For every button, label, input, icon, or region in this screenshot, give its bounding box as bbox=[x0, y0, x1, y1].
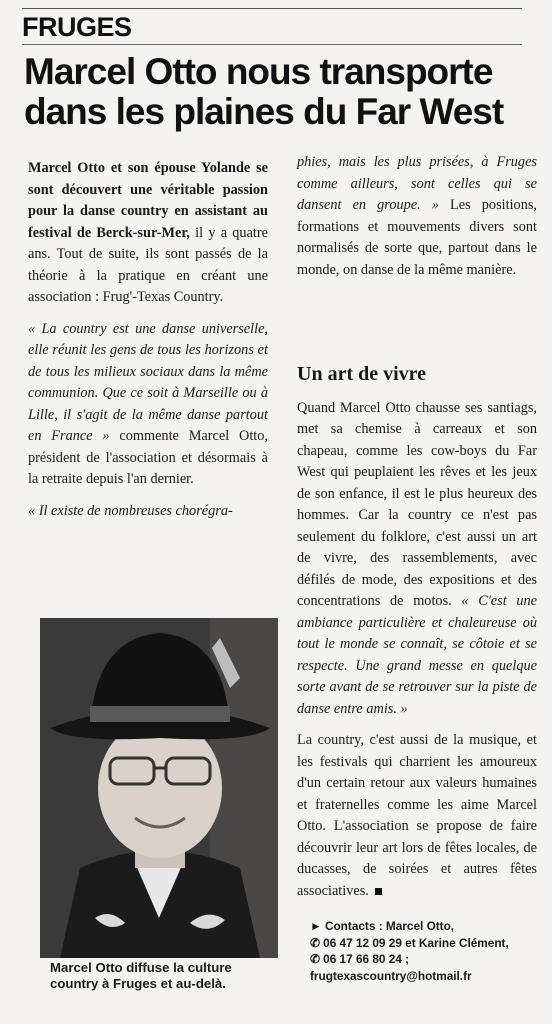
col3-p2-text: La country, c'est aussi de la musique, et les festivals qui charrient les amoureux d'un certain retour aux valeurs humaines et fraternelles comme les aime Marcel Otto. L'association se propose de faire découvrir leur art lors de fêtes locales, de ducasses, de soirées et autres fêtes associatives. bbox=[297, 732, 537, 899]
subheading: Un art de vivre bbox=[297, 363, 427, 385]
end-square-icon bbox=[375, 888, 382, 895]
section-rule bbox=[22, 44, 522, 45]
man-in-cowboy-hat-icon bbox=[40, 618, 278, 958]
contacts-line-2: ✆ 06 47 12 09 29 et Karine Clément, bbox=[310, 935, 509, 950]
lead-rest: il y a quatre ans. Tout de suite, ils sont passés de la théorie à la pratique en créant une association : Frug'-Texas Country. bbox=[28, 224, 268, 305]
lead-paragraph bbox=[28, 158, 268, 309]
col2-paragraph bbox=[297, 152, 537, 281]
col3-paragraph-2 bbox=[297, 730, 537, 902]
quote-rest: commente Marcel Otto, président de l'association et désormais à la retraite depuis l'an dernier. bbox=[28, 428, 268, 487]
col3-p1-italic: « C'est une ambiance particulière et chaleureuse où tout le monde se connaît, se côtoie et se respecte. Une grand messe en quelque sorte avant de se retrouver sur la piste de danse entre amis. » bbox=[297, 593, 537, 717]
quote2-start: « Il existe de nombreuses chorégra- bbox=[28, 502, 233, 519]
col3-paragraph-1 bbox=[297, 398, 537, 721]
contacts-email: frugtexascountry@hotmail.fr bbox=[310, 968, 472, 983]
quote-paragraph bbox=[28, 319, 268, 491]
section-label: FRUGES bbox=[22, 12, 132, 42]
photo-caption: Marcel Otto diffuse la culture country à Fruges et au-delà. bbox=[50, 960, 232, 991]
top-rule bbox=[22, 8, 522, 9]
lead-text: Marcel Otto et son épouse Yolande se sont découvert une véritable passion pour la danse country en assistant au festival de Berck-sur-Mer, bbox=[28, 160, 268, 241]
contacts-line-3: ✆ 06 17 66 80 24 ; bbox=[310, 952, 410, 966]
contacts-block bbox=[310, 918, 540, 984]
column-2 bbox=[297, 152, 537, 291]
col2-rest: Les positions, formations et mouvements divers sont normalisés de sorte que, partout dans le monde, on danse de la même manière. bbox=[297, 197, 537, 278]
column-3 bbox=[297, 364, 537, 912]
col3-p1-text: Quand Marcel Otto chausse ses santiags, met sa chemise à carreaux et son chapeau, comme les cow-boys du Far West qui peuplaient les rêves et les jeux de son enfance, il est le plus heureux des hommes. Car la country ce n'est pas seulement du folklore, c'est aussi un art de vivre, des rassemblements, avec défilés de mode, des expositions et des concentrations de motos. bbox=[297, 399, 537, 609]
contacts-line-1: ► Contacts : Marcel Otto, bbox=[310, 919, 455, 933]
column-1 bbox=[28, 158, 268, 532]
col2-italic: phies, mais les plus prisées, à Fruges comme ailleurs, sont celles qui se dansent en groupe. » bbox=[297, 154, 537, 213]
headline: Marcel Otto nous transporte dans les plaines du Far West bbox=[24, 51, 504, 132]
quote-italic: « La country est une danse universelle, elle réunit les gens de tous les horizons et de tous les milieux sociaux dans la même communion. Que ce soit à Marseille ou à Lille, il s'agit de la même danse partout en France » bbox=[28, 320, 268, 444]
portrait-photo bbox=[40, 618, 278, 958]
